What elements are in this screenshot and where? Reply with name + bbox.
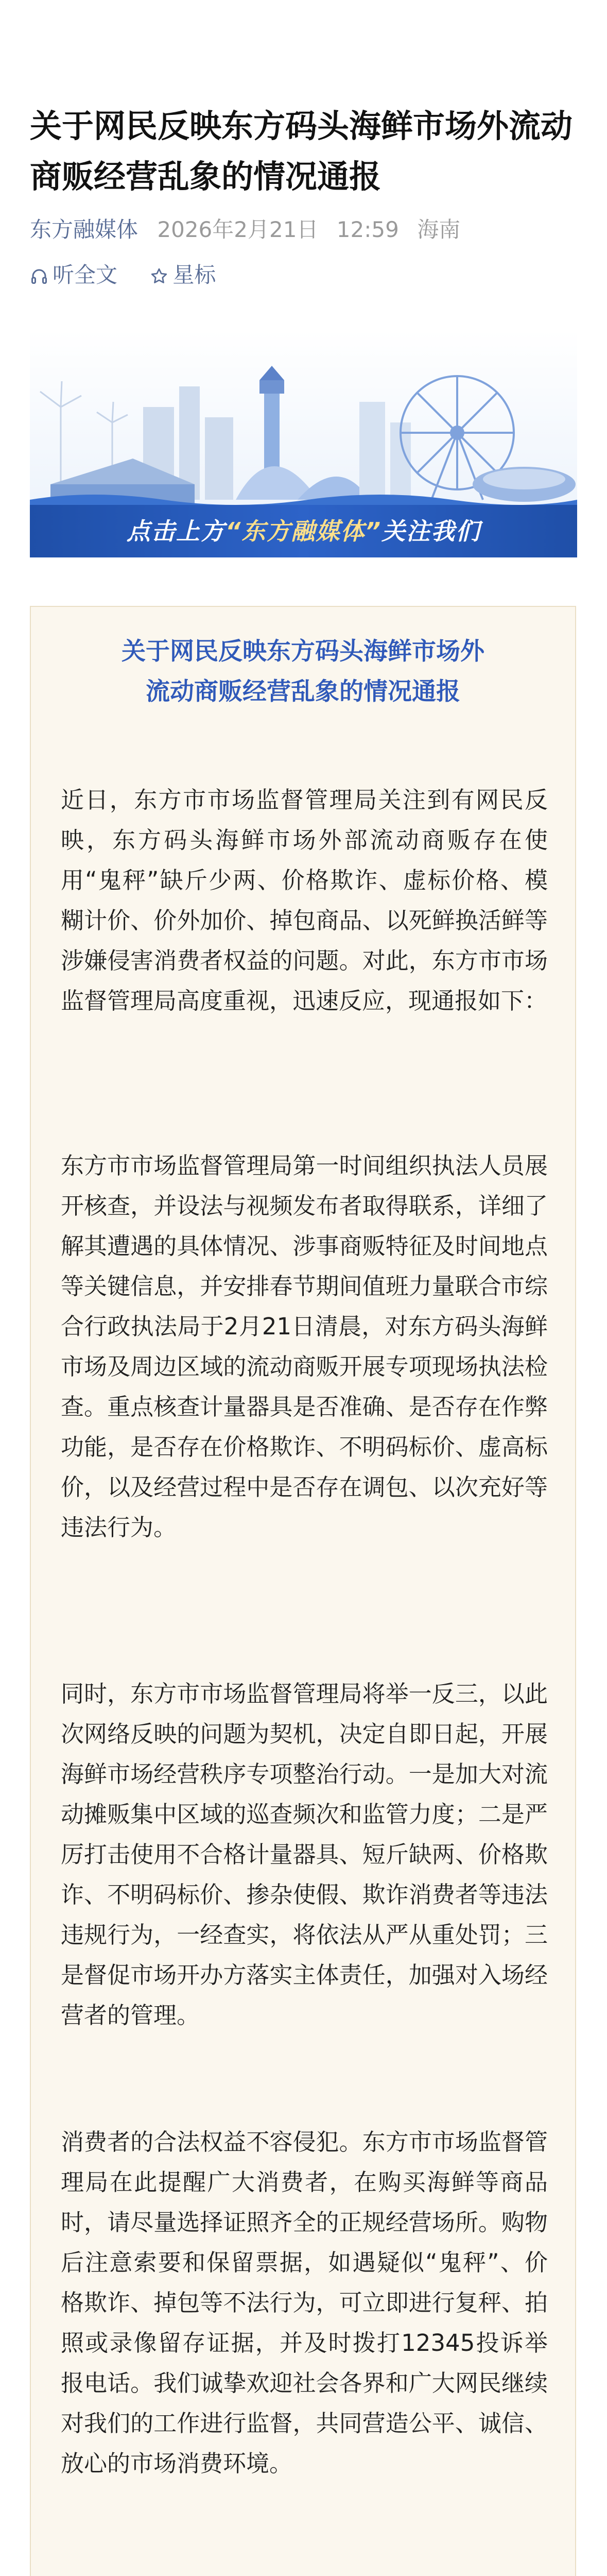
follow-slogan[interactable] xyxy=(30,505,577,557)
star-label: 星标 xyxy=(172,262,216,287)
publish-location: 海南 xyxy=(417,217,461,242)
publish-date: 2026年2月21日 xyxy=(157,217,319,242)
notice-paragraph-inspection: 东方市市场监督管理局第一时间组织执法人员展开核查，并设法与视频发布者取得联系，详细了解其遭遇的具体情况、涉事商贩特征及时间地点等关键信息，并安排春节期间值班力量联合市综合行政执法局于2月21日清晨，对东方码头海鲜市场及周边区域的流动商贩开展专项现场执法检查。重点核查计量器具是否准确、是否存在作弊功能，是否存在价格欺诈、不明码标价、虚高标价，以及经营过程中是否存在调包、以次充好等违法行为。 xyxy=(61,1152,548,1541)
headphones-icon xyxy=(30,267,48,285)
listen-label: 听全文 xyxy=(53,262,118,287)
listen-button[interactable] xyxy=(30,261,117,290)
slogan-highlight: “东方融媒体” xyxy=(225,517,382,545)
notice-title xyxy=(0,632,606,712)
source-account-link[interactable]: 东方融媒体 xyxy=(30,217,138,242)
article-title: 关于网民反映东方码头海鲜市场外流动商贩经营乱象的情况通报 xyxy=(30,107,573,195)
notice-title-line1: 关于网民反映东方码头海鲜市场外 xyxy=(122,637,484,666)
star-icon xyxy=(150,267,168,285)
article-meta xyxy=(30,215,586,244)
publish-time: 12:59 xyxy=(336,217,399,242)
notice-title-line2: 流动商贩经营乱象的情况通报 xyxy=(146,677,460,706)
notice-paragraph-reminder: 消费者的合法权益不容侵犯。东方市市场监督管理局在此提醒广大消费者，在购买海鲜等商品时，请尽量选择证照齐全的正规经营场所。购物后注意索要和保留票据，如遇疑似“鬼秤”、价格欺诈、掉包等不法行为，可立即进行复秤、拍照或录像留存证据，并及时拨打12345投诉举报电话。我们诚挚欢迎社会各界和广大网民继续对我们的工作进行监督，共同营造公平、诚信、放心的市场消费环境。 xyxy=(61,2128,548,2477)
notice-paragraph-campaign: 同时，东方市市场监督管理局将举一反三，以此次网络反映的问题为契机，决定自即日起，开展海鲜市场经营秩序专项整治行动。一是加大对流动摊贩集中区域的巡查频次和监管力度；二是严厉打击使用不合格计量器具、短斤缺两、价格欺诈、不明码标价、掺杂使假、欺诈消费者等违法违规行为，一经查实，将依法从严从重处罚；三是督促市场开办方落实主体责任，加强对入场经营者的管理。 xyxy=(61,1680,548,2029)
star-button[interactable] xyxy=(150,261,216,290)
slogan-suffix: 关注我们 xyxy=(381,517,481,545)
slogan-prefix: 点击上方 xyxy=(126,517,226,545)
notice-paragraph-intro: 近日，东方市市场监督管理局关注到有网民反映，东方码头海鲜市场外部流动商贩存在使用“鬼秤”缺斤少两、价格欺诈、虚标价格、模糊计价、价外加价、掉包商品、以死鲜换活鲜等涉嫌侵害消费者权益的问题。对此，东方市市场监督管理局高度重视，迅速反应，现通报如下： xyxy=(61,786,548,1014)
article-actions xyxy=(30,261,241,290)
